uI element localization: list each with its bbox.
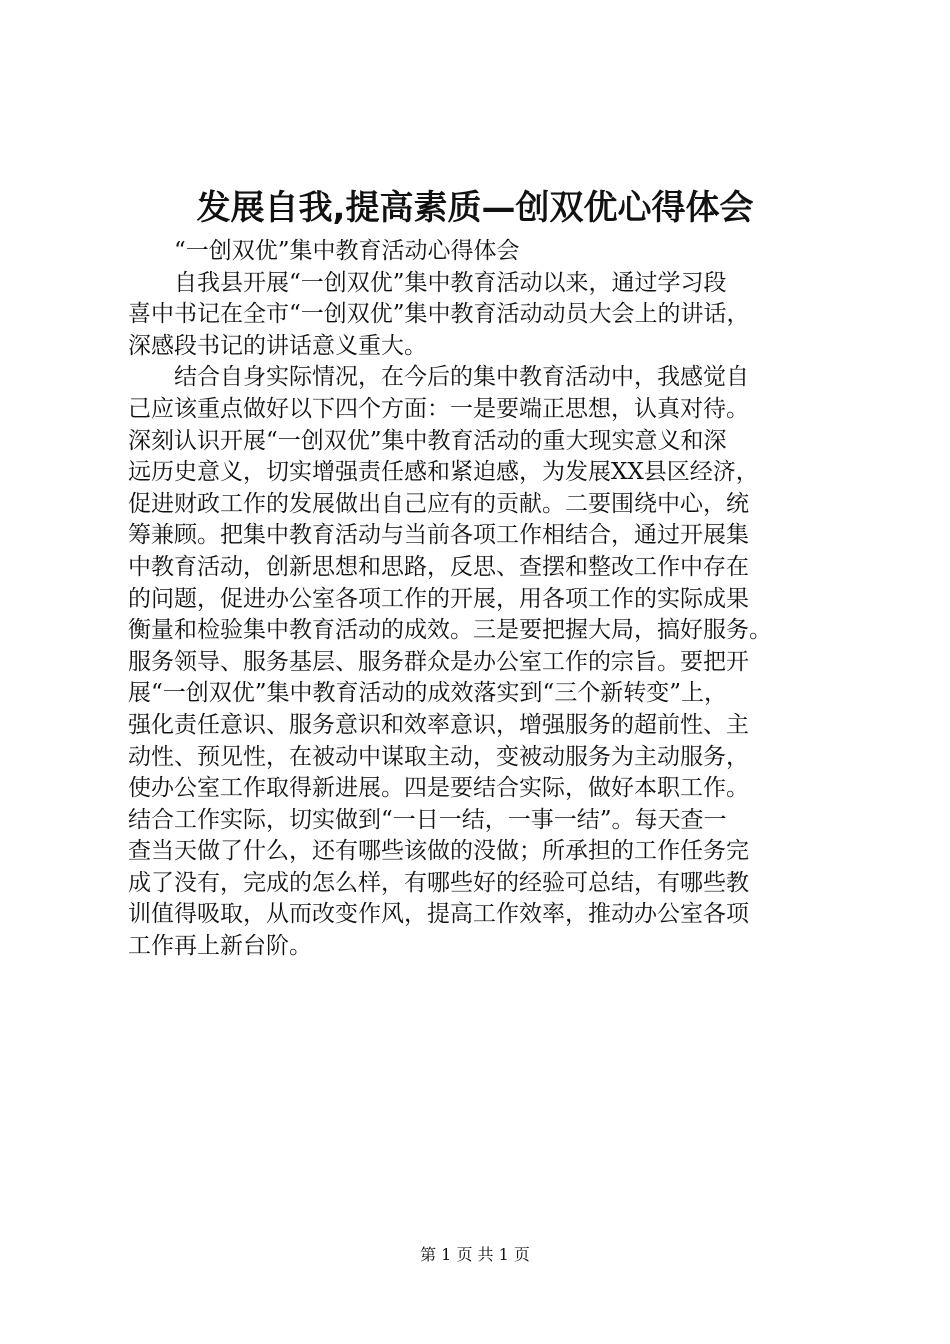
paragraph-line: 结合工作实际，切实做到“一日一结，一事一结”。每天查一 xyxy=(128,806,727,833)
paragraph-line: 促进财政工作的发展做出自己应有的贡献。二要围绕中心，统 xyxy=(128,490,749,517)
paragraph-line: 远历史意义，切实增强责任感和紧迫感，为发展XX县区经济， xyxy=(128,459,759,486)
paragraph-line: 筹兼顾。把集中教育活动与当前各项工作相结合，通过开展集 xyxy=(128,522,749,549)
paragraph-line: 展“一创双优”集中教育活动的成效落实到“三个新转变”上， xyxy=(128,680,728,707)
paragraph-line: 深感段书记的讲话意义重大。 xyxy=(128,332,427,359)
paragraph-line: 训值得吸取，从而改变作风，提高工作效率，推动办公室各项 xyxy=(128,901,749,928)
paragraph-line: 结合自身实际情况，在今后的集中教育活动中，我感觉自 xyxy=(174,364,749,391)
paragraph-line: 成了没有，完成的怎么样，有哪些好的经验可总结，有哪些教 xyxy=(128,869,749,896)
subtitle-line: “一创双优”集中教育活动心得体会 xyxy=(174,238,520,264)
paragraph-line: 深刻认识开展“一创双优”集中教育活动的重大现实意义和深 xyxy=(128,427,727,454)
paragraph-line: 自我县开展“一创双优”集中教育活动以来，通过学习段 xyxy=(174,269,727,296)
paragraph-line: 衡量和检验集中教育活动的成效。三是要把握大局，搞好服务。 xyxy=(128,617,772,644)
document-title: 发展自我,提高素质—创双优心得体会 xyxy=(196,188,754,228)
paragraph-line: 动性、预见性，在被动中谋取主动，变被动服务为主动服务， xyxy=(128,743,749,770)
paragraph-line: 查当天做了什么，还有哪些该做的没做；所承担的工作任务完 xyxy=(128,838,749,865)
paragraph-line: 使办公室工作取得新进展。四是要结合实际，做好本职工作。 xyxy=(128,775,749,802)
paragraph-line: 己应该重点做好以下四个方面：一是要端正思想，认真对待。 xyxy=(128,395,749,422)
page-footer: 第 1 页 共 1 页 xyxy=(420,1245,530,1264)
paragraph-line: 服务领导、服务基层、服务群众是办公室工作的宗旨。要把开 xyxy=(128,648,749,675)
paragraph-line: 的问题，促进办公室各项工作的开展，用各项工作的实际成果 xyxy=(128,585,749,612)
paragraph-line: 强化责任意识、服务意识和效率意识，增强服务的超前性、主 xyxy=(128,711,749,738)
paragraph-line: 中教育活动，创新思想和思路，反思、查摆和整改工作中存在 xyxy=(128,553,749,580)
paragraph-line: 喜中书记在全市“一创双优”集中教育活动动员大会上的讲话， xyxy=(128,301,750,328)
document-body xyxy=(128,236,838,963)
paragraph-line: 工作再上新台阶。 xyxy=(128,933,312,960)
